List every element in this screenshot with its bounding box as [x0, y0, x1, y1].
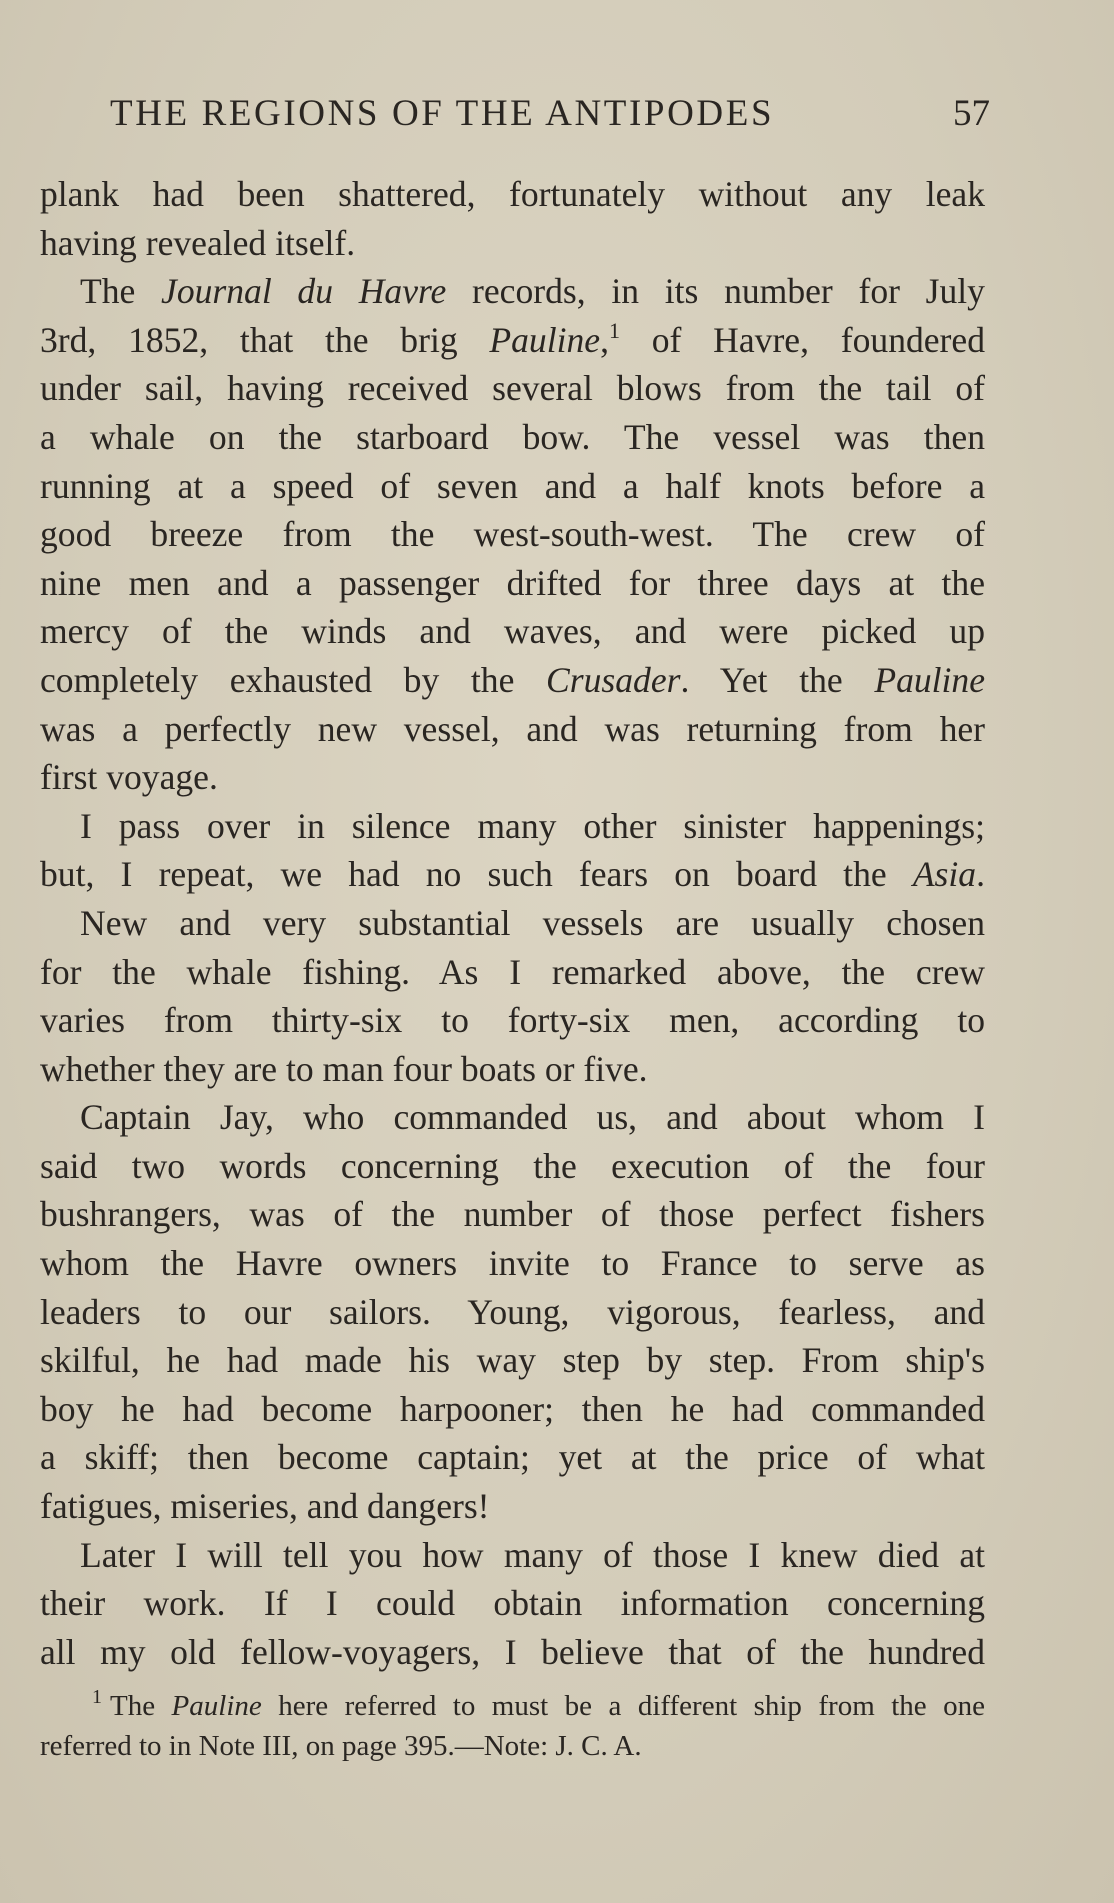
text-line: a skiff; then become captain; yet at the price of what: [40, 1437, 985, 1478]
text-line: I pass over in silence many other sinister happenings;: [80, 805, 985, 846]
footnote-text: The Pauline here referred to must be a different ship from the one: [110, 1690, 985, 1722]
running-title: THE REGIONS OF THE ANTIPODES: [110, 93, 775, 134]
text-line: plank had been shattered, fortunately without any leak: [40, 174, 985, 214]
text-line: skilful, he had made his way step by step. From ship's: [40, 1340, 985, 1381]
text-line: running at a speed of seven and a half knots before a: [40, 465, 985, 506]
text-line: Captain Jay, who commanded us, and about whom I: [80, 1097, 985, 1138]
text-line: whether they are to man four boats or five.: [40, 1048, 648, 1089]
text-line: first voyage.: [40, 757, 218, 798]
text-line: was a perfectly new vessel, and was returning from her: [40, 708, 985, 749]
body-text: [40, 170, 985, 1676]
text-line: bushrangers, was of the number of those perfect fishers: [40, 1194, 985, 1235]
text-line: their work. If I could obtain information concerning: [40, 1583, 985, 1624]
text-line: said two words concerning the execution of the four: [40, 1145, 985, 1186]
text-line: mercy of the winds and waves, and were picked up: [40, 611, 985, 652]
text-line: fatigues, miseries, and dangers!: [40, 1486, 490, 1527]
text-line: but, I repeat, we had no such fears on board the Asia.: [40, 854, 985, 895]
footnote-mark: 1: [92, 1686, 102, 1708]
page-number: 57: [953, 93, 990, 134]
text-line: boy he had become harpooner; then he had commanded: [40, 1388, 985, 1429]
text-line: having revealed itself.: [40, 222, 356, 263]
text-line: good breeze from the west-south-west. The crew of: [40, 514, 985, 555]
text-line: New and very substantial vessels are usually chosen: [80, 902, 985, 943]
text-line: 3rd, 1852, that the brig Pauline,$^1$ of Havre, foundered: [40, 317, 985, 360]
text-line: under sail, having received several blows from the tail of: [40, 368, 985, 409]
text-line: leaders to our sailors. Young, vigorous, fearless, and: [40, 1291, 985, 1332]
footnote-line: referred to in Note III, on page 395.—Note: J. C. A.: [40, 1730, 642, 1762]
text-line: Later I will tell you how many of those I knew died at: [80, 1534, 985, 1575]
text-line: The Journal du Havre records, in its number for July: [80, 271, 985, 312]
footnote-line: [40, 1686, 985, 1726]
footnote: [40, 1686, 985, 1766]
text-line: whom the Havre owners invite to France to serve as: [40, 1243, 985, 1284]
footnote-reference: 1: [608, 317, 620, 343]
text-line: all my old fellow-voyagers, I believe that of the hundred: [40, 1631, 985, 1672]
text-line: for the whale fishing. As I remarked above, the crew: [40, 951, 985, 992]
text-line: a whale on the starboard bow. The vessel was then: [40, 416, 985, 457]
text-line: nine men and a passenger drifted for three days at the: [40, 562, 985, 603]
page-header: [110, 92, 990, 142]
text-line: varies from thirty-six to forty-six men, according to: [40, 1000, 985, 1041]
text-line: completely exhausted by the Crusader. Yet the Pauline: [40, 659, 986, 700]
